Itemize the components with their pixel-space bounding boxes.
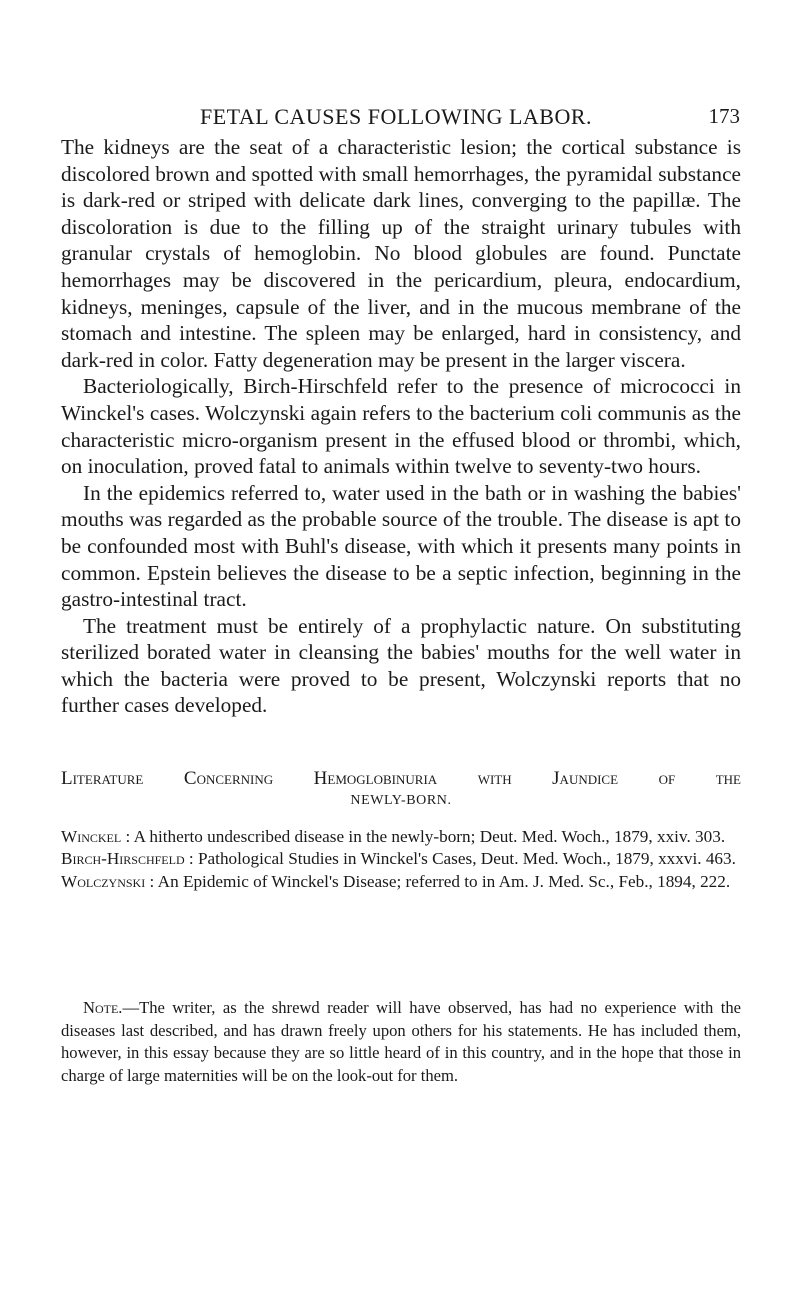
reference-item	[61, 871, 741, 893]
reference-item	[61, 826, 741, 848]
reference-text: : An Epidemic of Winckel's Disease; referred to in Am. J. Med. Sc., Feb., 1894, 222.	[149, 871, 731, 891]
reference-list	[61, 826, 741, 893]
running-title: FETAL CAUSES FOLLOWING LABOR.	[200, 104, 593, 129]
body-text	[61, 134, 741, 719]
note-text: —The writer, as the shrewd reader will have observed, has had no experience with the diseases last described, and has drawn freely upon others for his statements. He has included them, however, in this essay because they are so little heard of in this country, and in the hope that those in charge of large maternities will be on the look-out for them.	[61, 998, 741, 1085]
reference-author: Wolczynski	[61, 871, 146, 891]
paragraph-epidemics: In the epidemics referred to, water used in the bath or in washing the babies' mouths was regarded as the probable source of the trouble. The disease is apt to be confounded most with Buhl's disease, with which it presents many points in common. Epstein believes the disease to be a septic infection, beginning in the gastro-intestinal tract.	[61, 480, 741, 612]
note-label: Note.	[83, 998, 123, 1017]
reference-item	[61, 848, 741, 870]
reference-author: Birch-Hirschfeld	[61, 849, 185, 869]
paragraph-treatment: The treatment must be entirely of a prophylactic nature. On substituting sterilized borated water in cleansing the babies' mouths for the well water in which the bacteria were proved to be present, Wolczynski reports that no further cases developed.	[61, 613, 741, 718]
literature-heading	[61, 768, 741, 812]
paragraph-pathology: The kidneys are the seat of a characteristic lesion; the cortical substance is discolored brown and spotted with small hemorrhages, the pyramidal substance is dark-red or striped with delicate dark lines, converging to the papillæ. The discoloration is due to the filling up of the straight urinary tubules with granular crystals of hemoglobin. No blood globules are found. Punctate hemorrhages may be discovered in the pericardium, pleura, endocardium, kidneys, meninges, capsule of the liver, and in the mucous membrane of the stomach and intestine. The spleen may be enlarged, hard in consistency, and dark-red in color. Fatty degeneration may be present in the larger viscera.	[61, 135, 741, 372]
page-number: 173	[708, 104, 740, 128]
reference-text: : A hitherto undescribed disease in the newly-born; Deut. Med. Woch., 1879, xxiv. 303.	[125, 827, 726, 846]
paragraph-bacteriology: Bacteriologically, Birch-Hirschfeld refer to the presence of micrococci in Winckel's cases. Wolczynski again refers to the bacterium coli communis as the characteristic micro-organism present in the effused blood or thrombi, which, on inoculation, proved fatal to animals within twelve to seventy-two hours.	[61, 374, 741, 479]
literature-heading-line1: Literature Concerning Hemoglobinuria with Jaundice of the	[61, 768, 741, 789]
author-note	[61, 997, 741, 1087]
reference-text: : Pathological Studies in Winckel's Cases, Deut. Med. Woch., 1879, xxxvi. 463.	[188, 849, 736, 869]
reference-author: Winckel	[61, 827, 122, 846]
literature-heading-line2: NEWLY-BORN.	[350, 793, 452, 808]
